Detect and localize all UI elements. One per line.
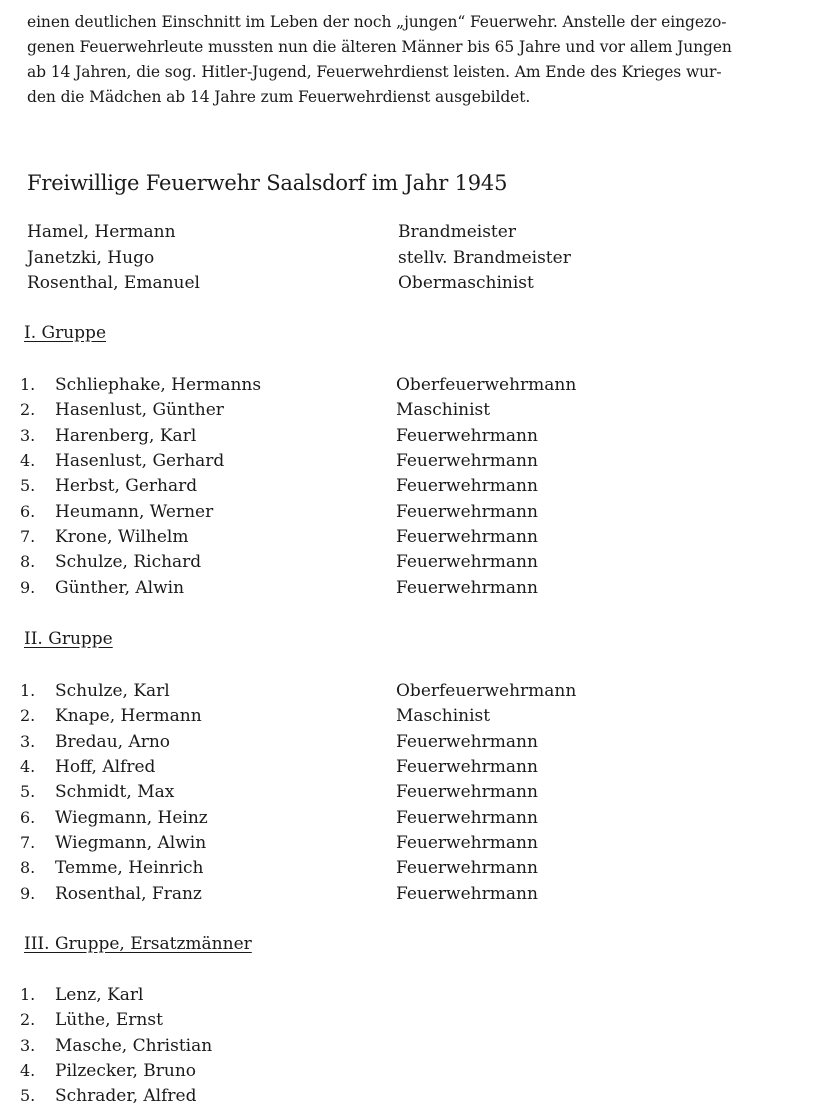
member-role: Feuerwehrmann [396,833,538,853]
member-number: 2. [20,400,36,419]
member-role: Feuerwehrmann [396,884,538,904]
leader-name: Hamel, Hermann [27,222,176,242]
member-name: Bredau, Arno [55,732,171,752]
member-role: Maschinist [396,706,491,726]
member-name: Krone, Wilhelm [55,527,189,547]
member-name: Hasenlust, Gerhard [55,451,225,471]
member-role: Feuerwehrmann [396,757,538,777]
member-role: Feuerwehrmann [396,552,538,572]
intro-line: einen deutlichen Einschnitt im Leben der noch „jungen“ Feuerwehr. Anstelle der eingezo- [27,13,727,31]
member-role: Feuerwehrmann [396,782,538,802]
member-name: Schulze, Richard [55,552,202,572]
group-heading: II. Gruppe [24,629,113,649]
member-name: Herbst, Gerhard [55,476,198,496]
member-number: 2. [20,706,36,725]
leader-role: Obermaschinist [398,273,534,293]
member-role: Feuerwehrmann [396,732,538,752]
intro-line: genen Feuerwehrleute mussten nun die älteren Männer bis 65 Jahre und vor allem Jungen [27,38,732,56]
member-number: 1. [20,985,36,1004]
intro-line: den die Mädchen ab 14 Jahre zum Feuerwehrdienst ausgebildet. [27,88,531,106]
member-role: Feuerwehrmann [396,502,538,522]
intro-paragraph [27,10,817,110]
member-name: Wiegmann, Alwin [55,833,207,853]
member-number: 8. [20,552,36,571]
member-name: Lüthe, Ernst [55,1010,163,1030]
member-name: Rosenthal, Franz [55,884,202,904]
member-role: Feuerwehrmann [396,808,538,828]
leader-name: Janetzki, Hugo [27,248,155,268]
member-name: Günther, Alwin [55,578,185,598]
member-name: Temme, Heinrich [55,858,204,878]
member-number: 2. [20,1010,36,1029]
member-name: Schrader, Alfred [55,1086,197,1106]
member-name: Harenberg, Karl [55,426,197,446]
member-number: 4. [20,451,36,470]
member-name: Pilzecker, Bruno [55,1061,197,1081]
intro-line: ab 14 Jahren, die sog. Hitler-Jugend, Feuerwehrdienst leisten. Am Ende des Krieges wur- [27,63,722,81]
member-number: 5. [20,476,36,495]
member-number: 4. [20,1061,36,1080]
page-title: Freiwillige Feuerwehr Saalsdorf im Jahr 1945 [27,171,508,195]
member-number: 5. [20,1086,36,1105]
member-number: 7. [20,833,36,852]
member-number: 3. [20,732,36,751]
leader-role: stellv. Brandmeister [398,248,571,268]
member-name: Lenz, Karl [55,985,144,1005]
member-number: 9. [20,884,36,903]
member-role: Oberfeuerwehrmann [396,681,577,701]
member-role: Maschinist [396,400,491,420]
member-name: Masche, Christian [55,1036,213,1056]
member-number: 3. [20,1036,36,1055]
member-number: 8. [20,858,36,877]
member-role: Feuerwehrmann [396,476,538,496]
member-number: 4. [20,757,36,776]
member-role: Feuerwehrmann [396,858,538,878]
member-name: Schliephake, Hermanns [55,375,262,395]
member-name: Schmidt, Max [55,782,175,802]
member-number: 9. [20,578,36,597]
group-heading: III. Gruppe, Ersatzmänner [24,934,252,954]
member-role: Feuerwehrmann [396,578,538,598]
member-number: 5. [20,782,36,801]
member-number: 1. [20,375,36,394]
member-number: 3. [20,426,36,445]
member-role: Oberfeuerwehrmann [396,375,577,395]
member-number: 1. [20,681,36,700]
leader-role: Brandmeister [398,222,516,242]
member-role: Feuerwehrmann [396,451,538,471]
member-name: Schulze, Karl [55,681,170,701]
member-number: 7. [20,527,36,546]
group-heading: I. Gruppe [24,323,107,343]
member-number: 6. [20,502,36,521]
member-name: Wiegmann, Heinz [55,808,208,828]
leader-name: Rosenthal, Emanuel [27,273,200,293]
member-number: 6. [20,808,36,827]
member-name: Hasenlust, Günther [55,400,224,420]
member-name: Heumann, Werner [55,502,214,522]
member-name: Knape, Hermann [55,706,202,726]
member-role: Feuerwehrmann [396,527,538,547]
member-name: Hoff, Alfred [55,757,156,777]
member-role: Feuerwehrmann [396,426,538,446]
